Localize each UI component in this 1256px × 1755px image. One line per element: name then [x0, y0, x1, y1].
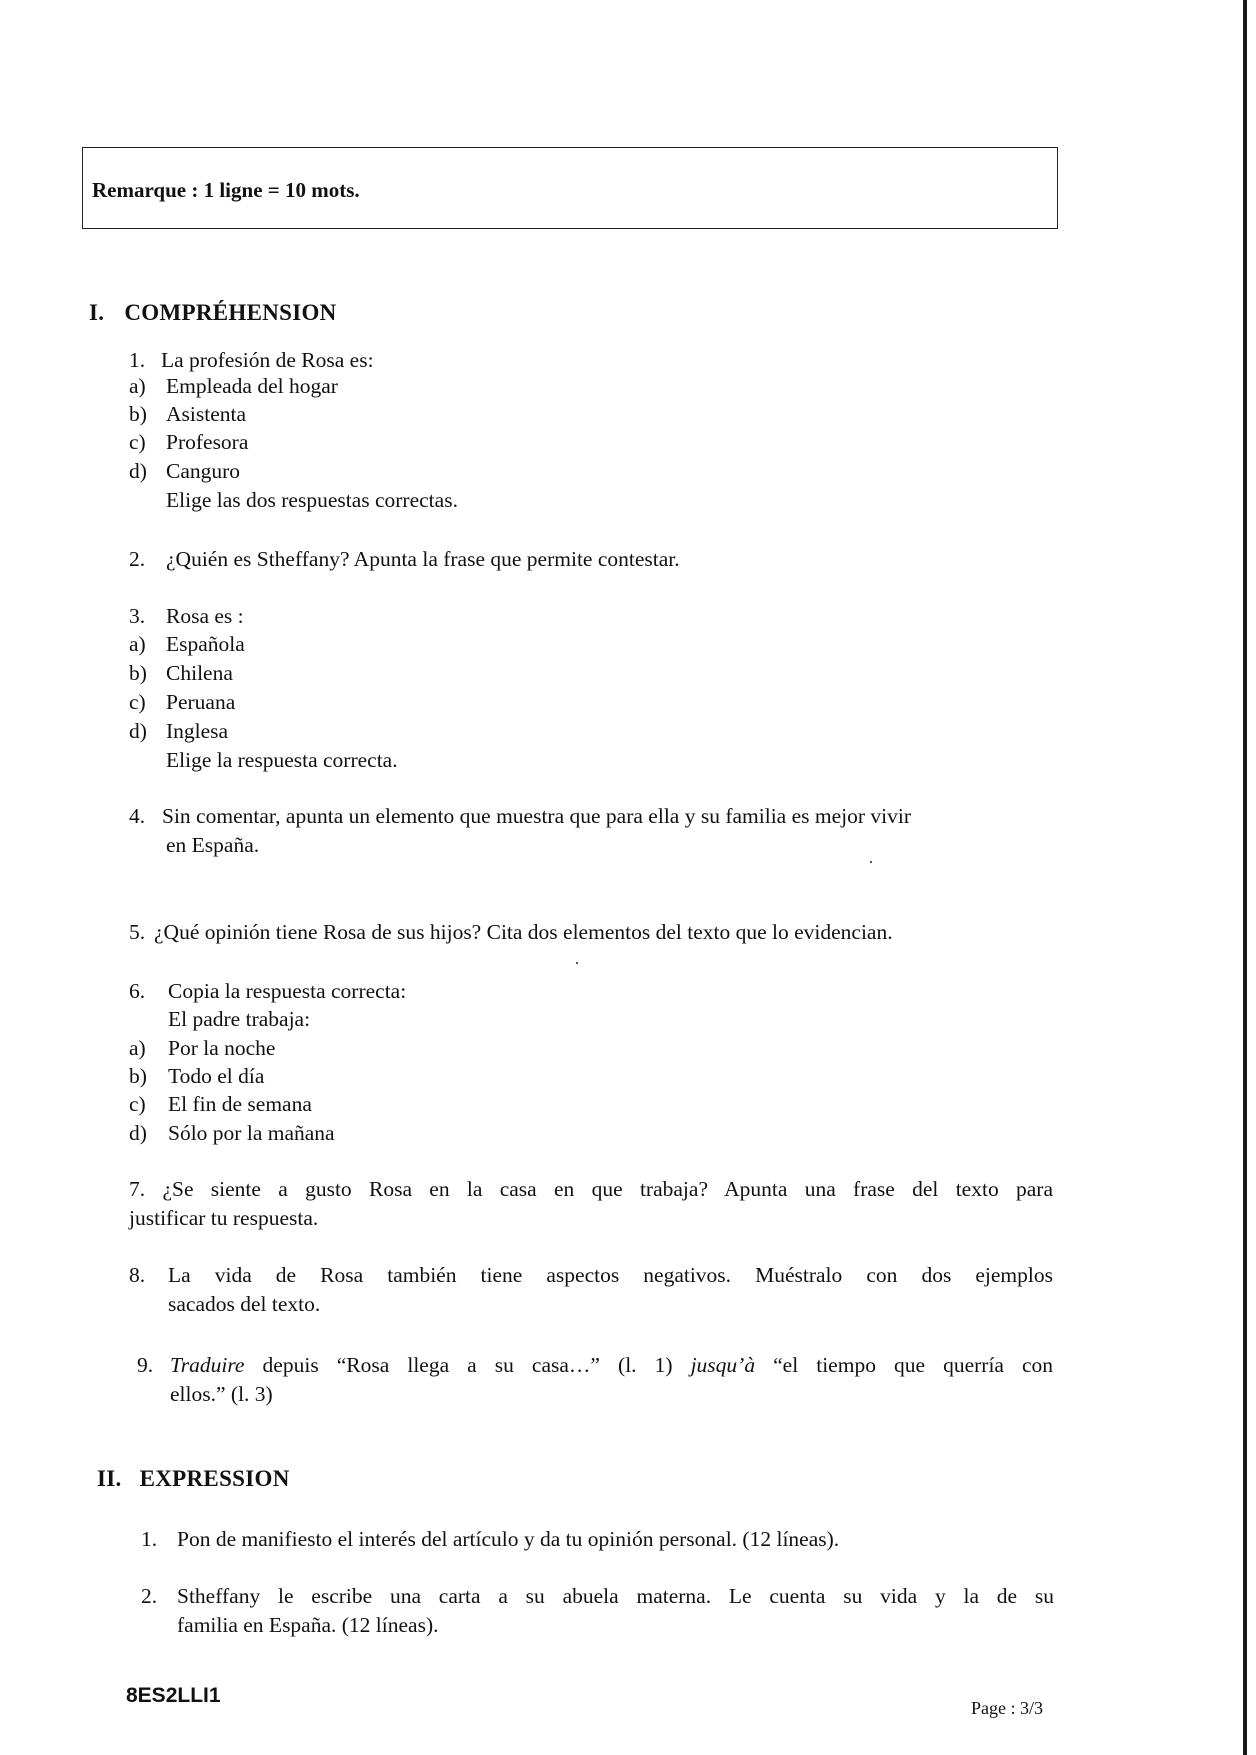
q8-paragraph — [168, 1261, 1053, 1319]
q6-option-text: El fin de semana — [168, 1092, 312, 1116]
q7-line2: justificar tu respuesta. — [129, 1206, 319, 1230]
q3-option-letter: d) — [129, 719, 147, 743]
q1-option-text: Empleada del hogar — [166, 374, 338, 398]
q4-line2: en España. — [166, 833, 260, 857]
s2-q2-line1: Stheffany le escribe una carta a su abuela materna. Le cuenta su vida y la de su — [177, 1584, 1054, 1608]
q6-option-letter: c) — [129, 1092, 146, 1116]
q6-option-text: Sólo por la mañana — [168, 1121, 335, 1145]
q6-option-text: Todo el día — [168, 1064, 265, 1088]
q3-option-letter: c) — [129, 690, 146, 714]
section2-title: EXPRESSION — [139, 1466, 290, 1491]
q9-line1 — [170, 1351, 1053, 1380]
q8-line2: sacados del texto. — [168, 1292, 321, 1316]
s2-q2-line2: familia en España. (12 líneas). — [177, 1613, 439, 1637]
q3-option-text: Inglesa — [166, 719, 229, 743]
q3-option-letter: a) — [129, 632, 146, 656]
q3-option-letter: b) — [129, 661, 147, 685]
q2-number: 2. — [129, 547, 146, 571]
q9-quote-end-part1: “el tiempo que querría con — [773, 1353, 1054, 1377]
scan-edge-line — [1243, 0, 1247, 1755]
q9-from-word: depuis — [262, 1353, 319, 1377]
q1-option-text: Profesora — [166, 430, 249, 454]
q8-number: 8. — [129, 1263, 146, 1287]
q5-number: 5. — [129, 920, 146, 944]
q1-text: La profesión de Rosa es: — [161, 348, 374, 372]
q3-option-text: Española — [166, 632, 245, 656]
footer-page-number: Page : 3/3 — [971, 1698, 1043, 1718]
q4-line1: Sin comentar, apunta un elemento que muestra que para ella y su familia es mejor vivir — [162, 804, 912, 828]
q1-option-letter: b) — [129, 402, 147, 426]
q6-option-letter: a) — [129, 1036, 146, 1060]
q8-line1: La vida de Rosa también tiene aspectos negativos. Muéstralo con dos ejemplos — [168, 1263, 1053, 1287]
scan-speck — [576, 962, 578, 964]
q3-instruction: Elige la respuesta correcta. — [166, 748, 398, 772]
q1-option-text: Canguro — [166, 459, 241, 483]
q6-option-letter: d) — [129, 1121, 147, 1145]
q6-text: Copia la respuesta correcta: — [168, 979, 407, 1003]
q3-text: Rosa es : — [166, 604, 244, 628]
section1-heading — [89, 300, 337, 326]
q1-option-text: Asistenta — [166, 402, 247, 426]
s2-q1-text: Pon de manifiesto el interés del artículo y da tu opinión personal. (12 líneas). — [177, 1527, 840, 1551]
q9-number: 9. — [137, 1353, 154, 1377]
scan-speck — [870, 861, 872, 863]
q9-to-word: jusqu’à — [690, 1353, 756, 1377]
q7-line1 — [129, 1175, 1053, 1204]
q1-number: 1. — [129, 348, 146, 372]
remark-box — [82, 147, 1058, 229]
q7-line1-text: ¿Se siente a gusto Rosa en la casa en que trabaja? Apunta una frase del texto para — [162, 1177, 1053, 1201]
q7-paragraph — [129, 1175, 1053, 1233]
q9-ref-start: (l. 1) — [618, 1353, 673, 1377]
q9-paragraph — [170, 1351, 1053, 1409]
q9-verb: Traduire — [170, 1353, 245, 1377]
q3-number: 3. — [129, 604, 146, 628]
q1-option-letter: c) — [129, 430, 146, 454]
q5-text: ¿Qué opinión tiene Rosa de sus hijos? Cita dos elementos del texto que lo evidencian. — [154, 920, 893, 944]
s2-q1-number: 1. — [141, 1527, 158, 1551]
section1-number: I. — [89, 300, 105, 325]
q9-ref-end: (l. 3) — [230, 1382, 273, 1406]
q6-subtext: El padre trabaja: — [168, 1007, 311, 1031]
q6-option-text: Por la noche — [168, 1036, 276, 1060]
section2-heading — [97, 1466, 290, 1492]
remark-text: Remarque : 1 ligne = 10 mots. — [92, 178, 360, 202]
q6-number: 6. — [129, 979, 146, 1003]
section1-title: COMPRÉHENSION — [124, 300, 337, 325]
q1-option-letter: a) — [129, 374, 146, 398]
q7-number: 7. — [129, 1177, 146, 1201]
q4-number: 4. — [129, 804, 146, 828]
section2-number: II. — [97, 1466, 122, 1491]
q3-option-text: Chilena — [166, 661, 233, 685]
footer-code: 8ES2LLI1 — [126, 1684, 221, 1707]
q9-line2 — [170, 1380, 1053, 1409]
q1-option-letter: d) — [129, 459, 147, 483]
q6-option-letter: b) — [129, 1064, 147, 1088]
s2-q2-number: 2. — [141, 1584, 158, 1608]
q1-instruction: Elige las dos respuestas correctas. — [166, 488, 458, 512]
q3-option-text: Peruana — [166, 690, 236, 714]
q9-quote-start: “Rosa llega a su casa…” — [336, 1353, 600, 1377]
q9-quote-end-part2: ellos.” — [170, 1382, 226, 1406]
s2-q2-paragraph — [177, 1582, 1054, 1640]
q2-text: ¿Quién es Stheffany? Apunta la frase que permite contestar. — [166, 547, 680, 571]
